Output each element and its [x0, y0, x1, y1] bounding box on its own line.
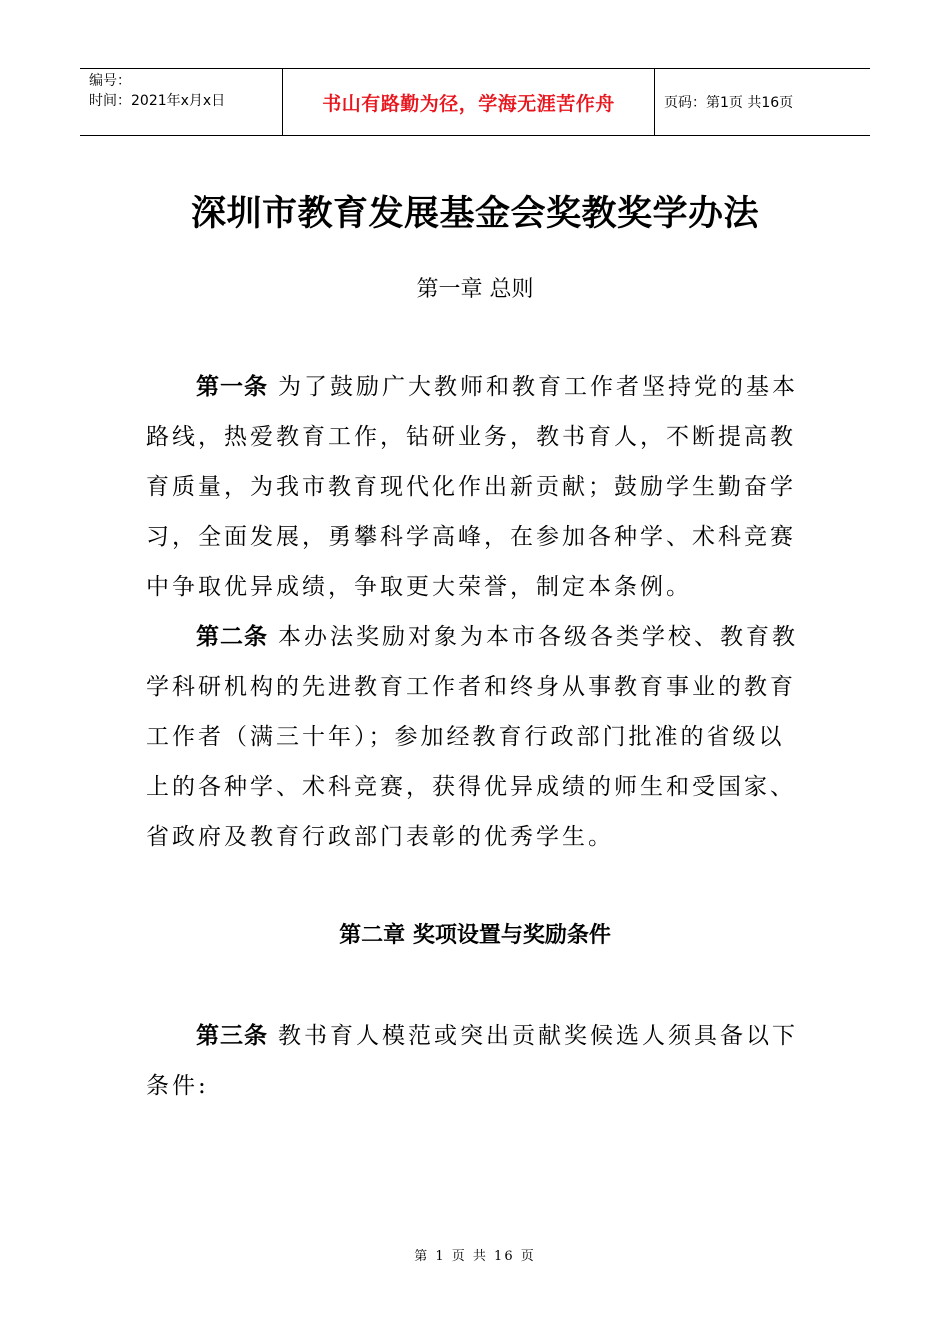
- time-label: 时间：2021年x月x日: [89, 93, 226, 109]
- article-3-text: 教书育人模范或突出贡献奖候选人须具备以下条件:: [146, 1023, 798, 1099]
- article-2-text: 本办法奖励对象为本市各级各类学校、教育教学科研机构的先进教育工作者和终身从事教育事业的教育工作者（满三十年）；参加经教育行政部门批准的省级以上的各种学、术科竞赛，获得优异成绩的师生和受国家、省政府及教育行政部门表彰的优秀学生。: [146, 624, 798, 850]
- article-1-label: 第一条: [196, 374, 268, 400]
- article-2-label: 第二条: [196, 624, 268, 650]
- article-3-paragraph: [146, 1011, 806, 1111]
- article-1-paragraph: [146, 362, 806, 612]
- page-info-text: 页码：第1页 共16页: [664, 95, 794, 111]
- header-motto-cell: [282, 69, 655, 135]
- header-page-cell: [655, 69, 870, 135]
- page-header: [80, 68, 870, 136]
- chapter-1-heading: 第一章 总则: [416, 277, 534, 302]
- article-1-text: 为了鼓励广大教师和教育工作者坚持党的基本路线，热爱教育工作，钻研业务，教书育人，不断提高教育质量，为我市教育现代化作出新贡献；鼓励学生勤奋学习，全面发展，勇攀科学高峰，在参加各种学、术科竞赛中争取优异成绩，争取更大荣誉，制定本条例。: [146, 374, 798, 600]
- number-label: 编号：: [89, 73, 131, 89]
- page-footer: 第 1 页 共 16 页: [414, 1249, 536, 1264]
- chapter-2-heading: 第二章 奖项设置与奖励条件: [339, 923, 611, 948]
- article-2-paragraph: [146, 612, 806, 862]
- article-3-label: 第三条: [196, 1023, 268, 1049]
- document-title: 深圳市教育发展基金会奖教奖学办法: [190, 193, 759, 234]
- motto-text: 书山有路勤为径，学海无涯苦作舟: [322, 92, 615, 115]
- header-meta-cell: [80, 69, 282, 135]
